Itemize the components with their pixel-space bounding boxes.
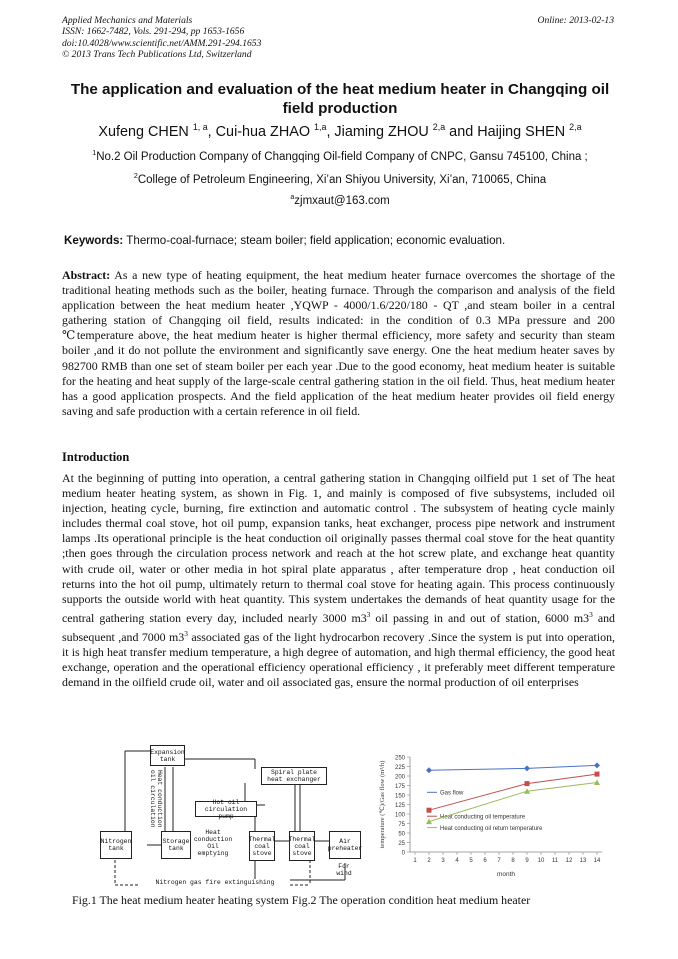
y-tick-label: 225 [394, 765, 405, 771]
abstract-text: As a new type of heating equipment, the heat medium heater furnace overcomes the shortage of the traditional heating methods such as the boiler, heating furnace. Through the comparison and analysis of the field application between the heat medium heater ,YQWP - 4000/1.6/220/180 - QT ,and steam boiler in a central gathering station of Changqing oil field, results indicated: in the condition of 0.3 MPa pressure and 200 ℃temperature above, the heat medium heater is higher thermal efficiency, more safety and security than steam boiler ,and it do not pollute the environment and significantly save energy. One the heat medium heater saves by 982700 RMB than one set of steam boiler per each year .Due to the good economy, heat medium heater is suitable for the heating and heat supply of the large-scale central gathering station in the oil field. Thus, heat medium heater has a good application prospects. And the field application of the heat medium heater provides oil field energy saving and safe production with a certain reference in oil field. [62, 268, 615, 418]
circulation-label: Heat conduction oil circulation [149, 770, 163, 828]
air-preheater-box [329, 831, 361, 859]
affiliation-2 [40, 172, 640, 186]
x-tick-label: 10 [537, 858, 545, 864]
hot-oil-pump-label: Hot oil circulation pump [204, 798, 248, 820]
x-tick-label: 4 [455, 858, 459, 864]
storage-tank-label: Storage tank [162, 838, 190, 852]
thermal-stove-1-box [249, 831, 275, 861]
spiral-plate-label: Spiral plate heat exchanger [267, 769, 321, 783]
author-line [40, 122, 640, 140]
x-tick-label: 3 [441, 858, 445, 864]
storage-tank-box [161, 831, 191, 859]
y-tick-label: 0 [401, 850, 405, 857]
affiliation-1-text: $^1$No.2 Oil Production Company of Changqing Oil-field Company of CNPC, Gansu 745100, China ; [92, 149, 588, 163]
figure-caption: Fig.1 The heat medium heater heating system Fig.2 The operation condition heat medium heater [72, 893, 531, 907]
legend-label: Gas flow [440, 790, 464, 797]
journal-header [62, 15, 261, 61]
thermal-stove-2-box [289, 831, 315, 861]
authors: Xufeng CHEN $^{1, a}$, Cui-hua ZHAO $^{1,a}$, Jiaming ZHOU $^{2,a}$ and Haijing SHEN $^{2,a}$ [98, 122, 582, 140]
data-point [594, 762, 600, 768]
legend-label: Heat conducting oil temperature [440, 814, 526, 821]
keywords [64, 234, 624, 247]
data-point [594, 779, 600, 785]
paper-title: The application and evaluation of the heat medium heater in Changqing oil field production [70, 81, 610, 117]
doi-line: doi:10.4028/www.scientific.net/AMM.291-294.1653 [62, 37, 262, 49]
thermal-stove-1-label: Thermal coal stove [248, 835, 276, 857]
x-tick-label: 12 [565, 858, 573, 864]
x-tick-label: 2 [427, 858, 431, 864]
data-point [427, 808, 432, 813]
expansion-tank-label: Expansion tank [150, 748, 185, 763]
email [40, 193, 640, 207]
y-tick-label: 150 [394, 793, 405, 800]
online-date: Online: 2013-02-13 [537, 15, 614, 26]
x-tick-label: 7 [497, 858, 501, 864]
data-point [524, 765, 530, 771]
copyright-line: © 2013 Trans Tech Publications Ltd, Switzerland [62, 49, 252, 61]
figure-1-diagram [95, 745, 365, 890]
introduction-heading: Introduction [62, 450, 130, 464]
x-tick-label: 13 [579, 858, 587, 864]
nitrogen-fire-label: Nitrogen gas fire extinguishing [140, 879, 290, 886]
for-wind-label: For wind [336, 863, 352, 877]
affiliation-2-text: $^2$College of Petroleum Engineering, Xi’an Shiyou University, Xi’an, 710065, China [133, 172, 547, 186]
y-tick-label: 250 [394, 755, 405, 762]
y-tick-label: 100 [394, 812, 405, 819]
expansion-tank-box [150, 745, 185, 766]
x-tick-label: 11 [551, 858, 559, 864]
figure-2-chart [362, 752, 608, 887]
spiral-plate-box [261, 767, 327, 785]
x-tick-label: 14 [593, 858, 601, 864]
abstract-label: Abstract: [62, 268, 111, 282]
keywords-text: Thermo-coal-furnace; steam boiler; field application; economic evaluation. [123, 234, 506, 247]
legend-label: Heat conducting oil return temperature [440, 825, 543, 832]
hot-oil-pump-box [195, 798, 257, 820]
y-tick-label: 25 [398, 841, 405, 847]
journal-name: Applied Mechanics and Materials [62, 15, 193, 26]
x-tick-label: 9 [525, 858, 529, 864]
y-tick-label: 200 [394, 774, 405, 781]
oil-emptying-label: Heat conduction Oil emptying [193, 829, 233, 857]
y-axis-title: temperature (℃)/Gas flow (m³/h) [379, 760, 386, 849]
introduction-text: At the beginning of putting into operation, a central gathering station in Changqing oilfield put 1 set of The heat medium heater heating system, as shown in Fig. 1, and mainly is composed of five subsystems, included oil injection, heating cycle, burning, fire extinction and automatic control . The subsystem of heating cycle mainly includes thermal coal stove, hot oil pump, expansion tanks, heat exchanger, process pipe network and instrument lamps .Its operational principle is the heat conduction oil originally passes thermal coal stove for the heat quantity ;then goes through the circulation process network and reach at the hot screw plate, and exchange heat quantity with crude oil, water or other media in hot spiral plate apparatus , after temperature drop , heat conduction oil returns into the hot oil pump, ultimately return to thermal coal stove for heating again. This process continuously supports the outside world with heat quantity. This system undertakes the demands of heat quantity usage for the central gathering station every day, included nearly 3000 $m3^3$ oil passing in and out of station, 6000 $m3^3$ and subsequent ,and 7000 $m3^3$ associated gas of the light hydrocarbon recovery .Since the system is put into operation, it is high heat transfer medium temperature, a high degree of automation, and high thermal efficiency, the good heat exchange, operation and the operational efficiency operational efficiency , it preferably meet different temperature demand in the oilfield crude oil, water and oil associated gas, ensure the normal production of oil enterprises [62, 471, 616, 690]
x-tick-label: 1 [413, 858, 417, 864]
y-tick-label: 125 [394, 803, 405, 809]
data-point [595, 772, 600, 777]
abstract [62, 268, 615, 419]
y-tick-label: 75 [398, 822, 405, 828]
thermal-stove-2-label: Thermal coal stove [288, 835, 316, 857]
air-preheater-label: Air preheater [327, 838, 363, 852]
keywords-label: Keywords: [64, 234, 124, 247]
x-axis-title: month [496, 871, 516, 878]
x-tick-label: 6 [483, 858, 487, 864]
x-tick-label: 8 [511, 858, 515, 864]
issn-line: ISSN: 1662-7482, Vols. 291-294, pp 1653-1656 [62, 26, 245, 38]
series-line-0 [429, 765, 597, 770]
affiliation-1 [40, 149, 640, 163]
x-tick-label: 5 [469, 858, 473, 864]
data-point [525, 781, 530, 786]
chart-svg [362, 752, 608, 887]
y-tick-label: 50 [398, 831, 405, 838]
nitrogen-tank-box [100, 831, 132, 859]
nitrogen-tank-label: Nitrogen tank [100, 838, 132, 852]
email-text: $^a$zjmxaut@163.com [290, 193, 390, 207]
data-point [426, 767, 432, 773]
y-tick-label: 175 [394, 784, 405, 790]
